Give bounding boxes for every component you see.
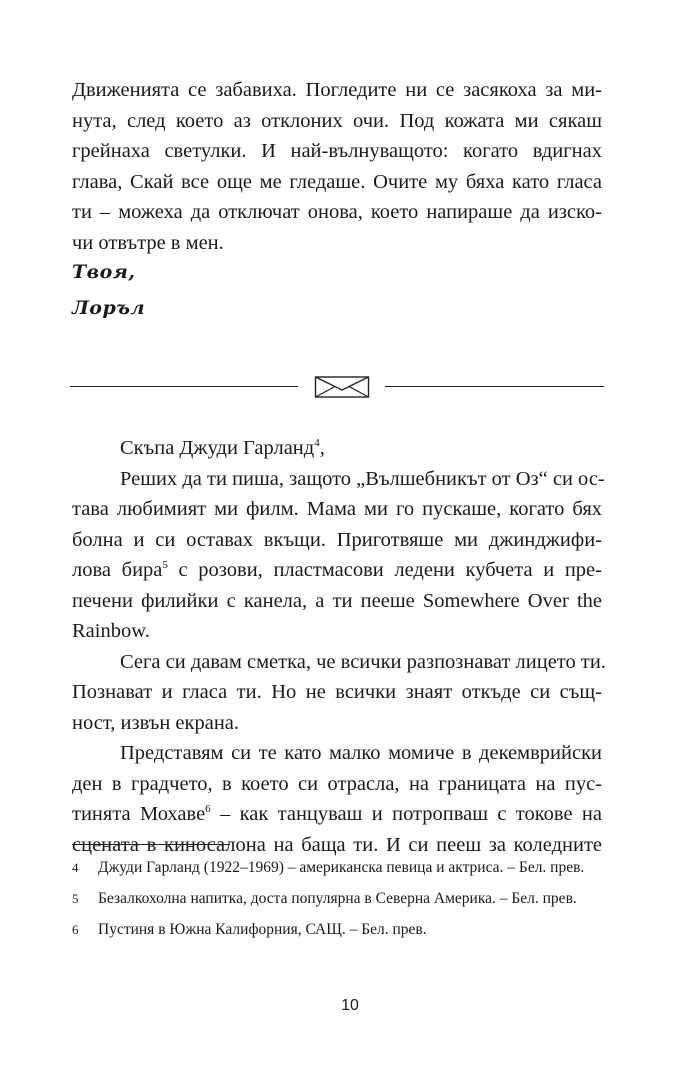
text-line — [72, 799, 602, 830]
text-line: тава любимият ми филм. Мама ми го пускаше, когато бях — [72, 498, 602, 520]
text-fragment: лова бира — [72, 559, 163, 581]
text-line: чи отвътре в мен. — [72, 231, 224, 254]
text-line: сцената в киносалона на баща ти. И си пееш за коледните — [72, 833, 602, 856]
text-line: Познават и гласа ти. Но не всички знаят откъде си същ- — [72, 681, 602, 703]
footnote-ref: 4 — [314, 437, 320, 450]
letter-2-text — [72, 433, 606, 860]
signoff: Твоя, — [72, 261, 136, 283]
footnote-number: 6 — [72, 922, 79, 937]
footnote — [72, 856, 600, 879]
footnote-ref: 5 — [162, 559, 168, 572]
footnote-text: Пустиня в Южна Калифорния, САЩ. – Бел. прев. — [98, 921, 427, 938]
footnote-number: 5 — [72, 891, 79, 906]
text-line: Движенията се забавиха. Погледите ни се засякоха за ми- — [72, 79, 602, 101]
text-line: ност, извън екрана. — [72, 711, 240, 734]
text-line: печени филийки с канела, а ти пееше Somewhere Over the — [72, 589, 602, 612]
letter-signature — [72, 254, 145, 326]
text-line: Представям си те като малко момиче в декемврийски — [120, 742, 602, 764]
footnote-number: 4 — [72, 860, 79, 875]
section-divider — [70, 373, 604, 401]
footnote-text: Безалкохолна напитка, доста популярна в Северна Америка. – Бел. прев. — [98, 890, 577, 907]
text-line: глава, Скай все още ме гледаше. Очите му бяха като гласа — [72, 170, 602, 193]
greeting-punctuation: , — [319, 437, 325, 459]
text-fragment: – как танцуваш и потропваш с токове на — [210, 803, 602, 825]
footnote-text: Джуди Гарланд (1922–1969) – американска певица и актриса. – Бел. прев. — [98, 859, 585, 876]
footnote — [72, 887, 600, 910]
letter-1-closing-paragraph — [72, 75, 602, 258]
text-line: нута, след което аз отклоних очи. Под кожата ми сякаш — [72, 109, 602, 132]
divider-rule-left — [70, 386, 298, 387]
page-number: 10 — [341, 997, 359, 1014]
text-line: Rainbow. — [72, 620, 150, 642]
text-line: Реших да ти пиша, защото „Вълшебникът от Оз“ си ос- — [120, 467, 605, 490]
text-fragment: тинята Мохаве — [72, 803, 206, 825]
envelope-icon — [314, 373, 370, 399]
text-line: ден в градчето, в което си отрасла, на границата на пус- — [72, 772, 602, 795]
divider-rule-right — [385, 386, 604, 387]
text-line: грейнаха светулки. И най-вълнуващото: когато вдигнах — [72, 140, 602, 162]
text-fragment: с розови, пластмасови ледени кубчета и пре- — [167, 559, 602, 581]
footnote-ref: 6 — [205, 803, 211, 816]
text-line: болна и си оставах вкъщи. Приготвяше ми джинджифи- — [72, 528, 602, 551]
greeting — [72, 433, 602, 464]
footnote — [72, 918, 600, 941]
footnotes — [72, 856, 600, 949]
greeting-text: Скъпа Джуди Гарланд — [120, 437, 315, 459]
text-line: Сега си давам сметка, че всички разпознават лицето ти. — [120, 650, 606, 673]
footnote-separator — [72, 844, 230, 845]
signature-name: Лоръл — [72, 297, 145, 319]
text-line — [72, 555, 602, 586]
text-line: ти – можеха да отключат онова, което напираше да изско- — [72, 201, 602, 223]
